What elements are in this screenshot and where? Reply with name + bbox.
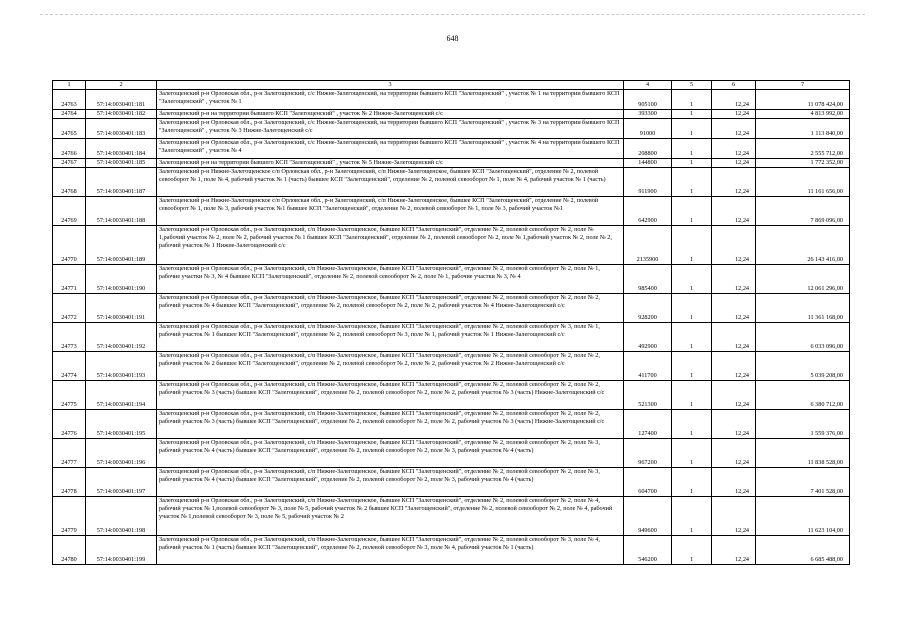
plot-area: 411700 <box>624 352 672 381</box>
cadastral-value: 6 033 096,00 <box>756 323 850 352</box>
row-number: 24766 <box>53 139 86 159</box>
row-number: 24778 <box>53 468 86 497</box>
row-number: 24767 <box>53 159 86 168</box>
plot-area: 127400 <box>624 410 672 439</box>
table-row <box>53 468 850 497</box>
rate-value: 12,24 <box>712 497 756 536</box>
table-row <box>53 265 850 294</box>
cadastral-number: 57:14:0030401:199 <box>86 536 157 565</box>
table-row <box>53 294 850 323</box>
table-row <box>53 119 850 139</box>
plot-description: Залегощенский р-н Нижне-Залегощенское с/п Орловская обл., р-н Залегощенский, с/п Нижне-Залегощенское, бывшее КСП "Залегощенский", отделение № 2, полевой севооборот № 1, поле № 4, рабочий участок № 1 (часть) бывшее КСП "Залегощенский", отделение № 2, полевой севооборот № 1, поле № 4, рабочий участок № 1 (часть) <box>157 168 624 197</box>
column-header: 7 <box>756 81 850 90</box>
column-header: 4 <box>624 81 672 90</box>
rate-value: 12,24 <box>712 381 756 410</box>
rate-value: 12,24 <box>712 226 756 265</box>
table-row <box>53 110 850 119</box>
rate-value: 12,24 <box>712 159 756 168</box>
table-row <box>53 381 850 410</box>
column-header: 5 <box>672 81 712 90</box>
table-row <box>53 159 850 168</box>
plot-description: Залегощенский р-н Орловская обл., р-н Залегощенский, с/п Нижне-Залегощенское, бывшее КСП "Залегощенский", отделение № 2, полевой севооборот № 3, поле № 1, рабочий участок № 1 бывшее КСП "Залегощенский", отделение № 2, полевой севооборот № 3, поле № 1, рабочий участок № 1 Нижне-Залегощенский с/с <box>157 323 624 352</box>
plot-description: Залегощенский р-н Орловская обл., р-н Залегощенский, с/п Нижне-Залегощенское, бывшее КСП "Залегощенский", отделение № 2, полевой севооборот № 2, поле № 1, рабочие участки № 3, № 4 бывшее КСП "Залегощенский", отделение № 2, полевой севооборот № 2, поле № 1, рабочие участки № 3, № 4 <box>157 265 624 294</box>
plot-description: Залегощенский р-н Орловская обл., р-н Залегощенский, с/п Нижне-Залегощенское, бывшее КСП "Залегощенский", отделение № 2, полевой севооборот № 2, поле № 2, рабочий участок № 3 (часть) бывшее КСП "Залегощенский", отделение № 2, полевой севооборот № 2, поле № 2, рабочий участок № 3 (часть) Нижне-Залегощенский с/с <box>157 381 624 410</box>
plot-area: 949600 <box>624 497 672 536</box>
row-number: 24769 <box>53 197 86 226</box>
row-number: 24776 <box>53 410 86 439</box>
cadastral-value: 12 061 296,00 <box>756 265 850 294</box>
share-value: 1 <box>672 90 712 110</box>
share-value: 1 <box>672 352 712 381</box>
row-number: 24764 <box>53 110 86 119</box>
cadastral-value: 6 685 488,00 <box>756 536 850 565</box>
column-header: 2 <box>86 81 157 90</box>
cadastral-value: 6 380 712,00 <box>756 381 850 410</box>
cadastral-value: 1 559 376,00 <box>756 410 850 439</box>
table-row <box>53 536 850 565</box>
share-value: 1 <box>672 168 712 197</box>
plot-area: 967200 <box>624 439 672 468</box>
plot-description: Залегощенский р-н Орловская обл., р-н Залегощенский, с/п Нижне-Залегощенское, бывшее КСП "Залегощенский", отделение № 2, полевой севооборот № 2, поле № 3, рабочий участок № 4 (часть) бывшее КСП "Залегощенский", отделение № 2, полевой севооборот № 2, поле № 3, рабочий участок № 4 (часть) <box>157 468 624 497</box>
rate-value: 12,24 <box>712 536 756 565</box>
column-header: 1 <box>53 81 86 90</box>
share-value: 1 <box>672 119 712 139</box>
plot-area: 393300 <box>624 110 672 119</box>
plot-area: 208800 <box>624 139 672 159</box>
share-value: 1 <box>672 439 712 468</box>
plot-description: Залегощенский р-н Орловская обл., р-н Залегощенский, с/п Нижне-Залегощенское, бывшее КСП "Залегощенский", отделение № 2, полевой севооборот № 2, поле № 2, рабочий участок № 2 бывшее КСП "Залегощенский", отделение № 2, полевой севооборот № 2, поле № 2, рабочий участок № 2 Нижне-Залегощенский с/с <box>157 352 624 381</box>
row-number: 24779 <box>53 497 86 536</box>
cadastral-number: 57:14:0030401:193 <box>86 352 157 381</box>
cadastral-value: 2 555 712,00 <box>756 139 850 159</box>
cadastral-number: 57:14:0030401:192 <box>86 323 157 352</box>
table-row <box>53 226 850 265</box>
plot-area: 985400 <box>624 265 672 294</box>
table-row <box>53 410 850 439</box>
plot-area: 905100 <box>624 90 672 110</box>
share-value: 1 <box>672 497 712 536</box>
cadastral-number: 57:14:0030401:187 <box>86 168 157 197</box>
plot-description: Залегощенский р-н на территории бывшего КСП "Залегощенский" , участок № 2 Нижне-Залегощенский с/с <box>157 110 624 119</box>
rate-value: 12,24 <box>712 352 756 381</box>
table-row <box>53 197 850 226</box>
plot-area: 144800 <box>624 159 672 168</box>
plot-description: Залегощенский р-н Орловская обл., р-н Залегощенский, с/с Нижне-Залегощенский, на территории бывшего КСП "Залегощенский" , участок № 1 на территории бывшего КСП "Залегощенский" , участок № 1 <box>157 90 624 110</box>
row-number: 24780 <box>53 536 86 565</box>
table-row <box>53 497 850 536</box>
plot-area: 91000 <box>624 119 672 139</box>
cadastral-number: 57:14:0030401:191 <box>86 294 157 323</box>
plot-area: 642900 <box>624 197 672 226</box>
row-number: 24772 <box>53 294 86 323</box>
rate-value: 12,24 <box>712 294 756 323</box>
cadastral-value: 11 838 528,00 <box>756 439 850 468</box>
plot-description: Залегощенский р-н Орловская обл., р-н Залегощенский, с/с Нижне-Залегощенский, на территории бывшего КСП "Залегощенский" , участок № 3 на территории бывшего КСП "Залегощенский" , участок № 3 Нижне-Залегощенский с/с <box>157 119 624 139</box>
cadastral-value: 11 361 168,00 <box>756 294 850 323</box>
share-value: 1 <box>672 226 712 265</box>
plot-description: Залегощенский р-н Орловская обл., р-н Залегощенский, с/п Нижне-Залегощенское, бывшее КСП "Залегощенский", отделение № 2, полевой севооборот № 2, поле № 2, рабочий участок № 4 бывшее КСП "Залегощенский", отделение № 2, полевой севооборот № 2, поле № 2, рабочий участок № 4 Нижне-Залегощенский с/с <box>157 294 624 323</box>
rate-value: 12,24 <box>712 197 756 226</box>
row-number: 24768 <box>53 168 86 197</box>
table-row <box>53 439 850 468</box>
cadastral-number: 57:14:0030401:182 <box>86 110 157 119</box>
plot-area: 911900 <box>624 168 672 197</box>
rate-value: 12,24 <box>712 90 756 110</box>
land-plots-table <box>52 80 850 565</box>
scan-artifact <box>40 14 865 21</box>
cadastral-number: 57:14:0030401:189 <box>86 226 157 265</box>
cadastral-number: 57:14:0030401:198 <box>86 497 157 536</box>
plot-description: Залегощенский р-н Орловская обл., р-н Залегощенский, с/п Нижне-Залегощенское, бывшее КСП "Залегощенский", отделение № 2, полевой севооборот № 2, поле № 4, рабочий участок № 1,полевой севооборот № 3, поле № 5, рабочий участок № 2 бывшее КСП "Залегощенский", отделение № 2, полевой севооборот № 2, поле № 4, рабочий участок № 1,полевой севооборот № 3, поле № 5, рабочий участок № 2 <box>157 497 624 536</box>
table-row <box>53 352 850 381</box>
cadastral-value: 7 401 528,00 <box>756 468 850 497</box>
rate-value: 12,24 <box>712 139 756 159</box>
cadastral-number: 57:14:0030401:190 <box>86 265 157 294</box>
cadastral-number: 57:14:0030401:188 <box>86 197 157 226</box>
rate-value: 12,24 <box>712 119 756 139</box>
rate-value: 12,24 <box>712 410 756 439</box>
row-number: 24773 <box>53 323 86 352</box>
table-row <box>53 90 850 110</box>
plot-description: Залегощенский р-н Орловская обл., р-н Залегощенский, с/п Нижне-Залегощенское, бывшее КСП "Залегощенский", отделение № 2, полевой севооборот № 2, поле № 3, рабочий участок № 4 (часть) бывшее КСП "Залегощенский", отделение № 2, полевой севооборот № 2, поле № 3, рабочий участок № 4 (часть) <box>157 439 624 468</box>
share-value: 1 <box>672 265 712 294</box>
rate-value: 12,24 <box>712 468 756 497</box>
cadastral-value: 11 161 656,00 <box>756 168 850 197</box>
cadastral-number: 57:14:0030401:185 <box>86 159 157 168</box>
share-value: 1 <box>672 197 712 226</box>
page-number: 648 <box>446 34 459 43</box>
rate-value: 12,24 <box>712 323 756 352</box>
cadastral-value: 7 869 096,00 <box>756 197 850 226</box>
rate-value: 12,24 <box>712 439 756 468</box>
cadastral-number: 57:14:0030401:197 <box>86 468 157 497</box>
plot-description: Залегощенский р-н Нижне-Залегощенское с/п Орловская обл., р-н Залегощенский, с/п Нижне-Залегощенское, бывшее КСП "Залегощенский", отделение № 2, полевой севооборот № 1, поле № 3, рабочий участок №1 бывшее КСП "Залегощенский", отделение № 2, полевой севооборот № 1, поле № 3, рабочий участок №1 <box>157 197 624 226</box>
table-row <box>53 323 850 352</box>
plot-description: Залегощенский р-н на территории бывшего КСП "Залегощенский" , участок № 5 Нижне-Залегощенский с/с <box>157 159 624 168</box>
share-value: 1 <box>672 410 712 439</box>
plot-area: 2135900 <box>624 226 672 265</box>
share-value: 1 <box>672 323 712 352</box>
cadastral-value: 11 623 104,00 <box>756 497 850 536</box>
cadastral-value: 4 813 992,00 <box>756 110 850 119</box>
plot-area: 604700 <box>624 468 672 497</box>
table-row <box>53 139 850 159</box>
cadastral-value: 5 039 208,00 <box>756 352 850 381</box>
plot-description: Залегощенский р-н Орловская обл., р-н Залегощенский, с/п Нижне-Залегощенское, бывшее КСП "Залегощенский", отделение № 2, полевой севооборот № 2, поле № 2, рабочий участок № 3 (часть) бывшее КСП "Залегощенский", отделение № 2, полевой севооборот № 2, поле № 2, рабочий участок № 3 (часть) Нижне-Залегощенский с/с <box>157 410 624 439</box>
share-value: 1 <box>672 381 712 410</box>
column-header: 3 <box>157 81 624 90</box>
row-number: 24775 <box>53 381 86 410</box>
rate-value: 12,24 <box>712 110 756 119</box>
row-number: 24774 <box>53 352 86 381</box>
cadastral-number: 57:14:0030401:184 <box>86 139 157 159</box>
row-number: 24763 <box>53 90 86 110</box>
cadastral-number: 57:14:0030401:181 <box>86 90 157 110</box>
rate-value: 12,24 <box>712 168 756 197</box>
plot-description: Залегощенский р-н Орловская обл., р-н Залегощенский, с/п Нижне-Залегощенское, бывшее КСП "Залегощенский", отделение № 2, полевой севооборот № 2, поле № 1,рабочий участок № 2, поле № 2, рабочий участок № 1 бывшее КСП "Залегощенский", отделение № 2, полевой севооборот № 2, поле № 1,рабочий участок № 2, поле № 2, рабочий участок № 1 Нижне-Залегощенский с/с <box>157 226 624 265</box>
share-value: 1 <box>672 139 712 159</box>
cadastral-value: 1 772 352,00 <box>756 159 850 168</box>
cadastral-number: 57:14:0030401:183 <box>86 119 157 139</box>
row-number: 24770 <box>53 226 86 265</box>
cadastral-value: 26 143 416,00 <box>756 226 850 265</box>
cadastral-number: 57:14:0030401:194 <box>86 381 157 410</box>
table-header-row <box>53 81 850 90</box>
row-number: 24777 <box>53 439 86 468</box>
plot-area: 492900 <box>624 323 672 352</box>
plot-area: 521300 <box>624 381 672 410</box>
share-value: 1 <box>672 159 712 168</box>
plot-area: 546200 <box>624 536 672 565</box>
share-value: 1 <box>672 468 712 497</box>
column-header: 6 <box>712 81 756 90</box>
plot-description: Залегощенский р-н Орловская обл., р-н Залегощенский, с/с Нижне-Залегощенский, на территории бывшего КСП "Залегощенский" , участок № 4 на территории бывшего КСП "Залегощенский" , участок № 4 <box>157 139 624 159</box>
cadastral-number: 57:14:0030401:195 <box>86 410 157 439</box>
rate-value: 12,24 <box>712 265 756 294</box>
row-number: 24771 <box>53 265 86 294</box>
plot-description: Залегощенский р-н Орловская обл., р-н Залегощенский, с/п Нижне-Залегощенское, бывшее КСП "Залегощенский", отделение № 2, полевой севооборот № 3, поле № 4, рабочий участок № 1 (часть) бывшее КСП "Залегощенский", отделение № 2, полевой севооборот № 3, поле № 4, рабочий участок № 1 (часть) <box>157 536 624 565</box>
cadastral-value: 1 113 840,00 <box>756 119 850 139</box>
table-row <box>53 168 850 197</box>
cadastral-number: 57:14:0030401:196 <box>86 439 157 468</box>
plot-area: 928200 <box>624 294 672 323</box>
row-number: 24765 <box>53 119 86 139</box>
share-value: 1 <box>672 110 712 119</box>
cadastral-value: 11 078 424,00 <box>756 90 850 110</box>
share-value: 1 <box>672 294 712 323</box>
share-value: 1 <box>672 536 712 565</box>
